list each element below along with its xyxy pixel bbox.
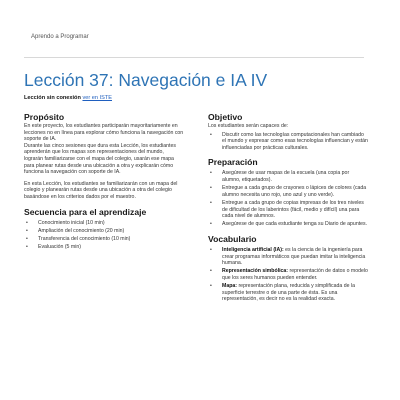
proposito-paragraph-3: En esta Lección, los estudiantes se familiarizarán con un mapa del colegio y planearán rutas desde una ubicación a otra del colegio basándose en los criterios dados por el maestro. <box>24 180 178 200</box>
vocabulario-heading: Vocabulario <box>208 233 257 244</box>
list-item: • Transferencia del conocimiento (10 min) <box>26 235 131 242</box>
vocab-term: Mapa: <box>222 283 237 290</box>
page-title: Lección 37: Navegación e IA IV <box>24 70 268 90</box>
objetivo-heading: Objetivo <box>208 112 243 122</box>
bullet-icon: • <box>210 131 212 138</box>
list-item: • Asegúrese de que cada estudiante tenga su Diario de apuntes. <box>210 221 368 228</box>
objetivo-intro: Los estudiantes serán capaces de: <box>208 123 289 129</box>
proposito-paragraph-1: En este proyecto, los estudiantes participarán mayoritariamente en lecciones no en línea para explorar cómo funciona la navegación con soporte de IA. <box>24 123 184 143</box>
header-divider <box>24 57 364 58</box>
bullet-icon: • <box>210 283 212 290</box>
lesson-subline <box>24 95 112 101</box>
list-item: • Asegúrese de usar mapas de la escuela (una copia por alumno, etiquetados). <box>210 170 350 183</box>
bullet-icon: • <box>210 199 212 206</box>
list-item <box>208 247 368 267</box>
iste-link[interactable]: ver en ISTE <box>82 95 112 101</box>
secuencia-list <box>24 220 184 251</box>
vocabulario-list <box>208 247 368 303</box>
proposito-paragraph-2: Durante las cinco sesiones que dura esta Lección, los estudiantes aprenderán que los mapas son representaciones del mundo, lograrán familiarizarse con el mapa del colegio, usarán ese mapa para planear rutas desde una ubicación a otra y explicarán cómo funciona la navegación con soporte de IA. <box>24 142 176 176</box>
proposito-heading: Propósito <box>24 112 65 122</box>
bullet-icon: • <box>210 246 212 253</box>
list-item: • Ampliación del conocimiento (20 min) <box>26 227 125 234</box>
secuencia-heading: Secuencia para el aprendizaje <box>24 206 147 217</box>
header-label: Aprendo a Programar <box>31 34 89 40</box>
preparacion-list <box>208 170 368 228</box>
bullet-icon: • <box>26 219 28 226</box>
bullet-icon: • <box>26 235 28 242</box>
vocab-definition: representación plana, reducida y simplificada de la superficie terrestre o de una parte de ésta. Es una representación, es decir no es la realidad exacta. <box>222 283 355 303</box>
vocab-definition: es la ciencia de la ingeniería para crear programas informáticos que puedan imitar la inteligencia humana. <box>222 246 366 267</box>
right-column <box>208 112 368 304</box>
vocab-term: Inteligencia artificial (IA): <box>222 246 284 253</box>
list-item: • Entregue a cada grupo de crayones o lápices de colores (cada alumno necesita uno rojo, uno azul y uno verde). <box>210 185 367 198</box>
bullet-icon: • <box>210 185 212 192</box>
bullet-icon: • <box>210 268 212 275</box>
preparacion-heading: Preparación <box>208 157 258 168</box>
list-item: • Discutir como las tecnologías computacionales han cambiado el mundo y expresar como esas tecnologías influencian y están influenciadas por prácticas culturales. <box>210 131 368 151</box>
left-column <box>24 112 184 252</box>
offline-label: Lección sin conexión <box>24 95 81 101</box>
list-item: • Evaluación (5 min) <box>26 244 81 251</box>
bullet-icon: • <box>210 221 212 228</box>
list-item <box>208 283 368 303</box>
objetivo-list <box>208 132 368 152</box>
vocab-term: Representación simbólica: <box>222 268 289 275</box>
bullet-icon: • <box>26 227 28 234</box>
list-item: • Entregue a cada grupo de copias impresas de los tres niveles de dificultad de los laberintos (fácil, medio y difícil) una para cada nivel de alumnos. <box>210 199 364 220</box>
bullet-icon: • <box>210 170 212 177</box>
list-item <box>208 268 368 281</box>
bullet-icon: • <box>26 244 28 251</box>
vocab-definition: representación de datos o modelo que los seres humanos pueden entender. <box>222 268 368 281</box>
list-item: • Conocimiento inicial (10 min) <box>26 219 105 226</box>
